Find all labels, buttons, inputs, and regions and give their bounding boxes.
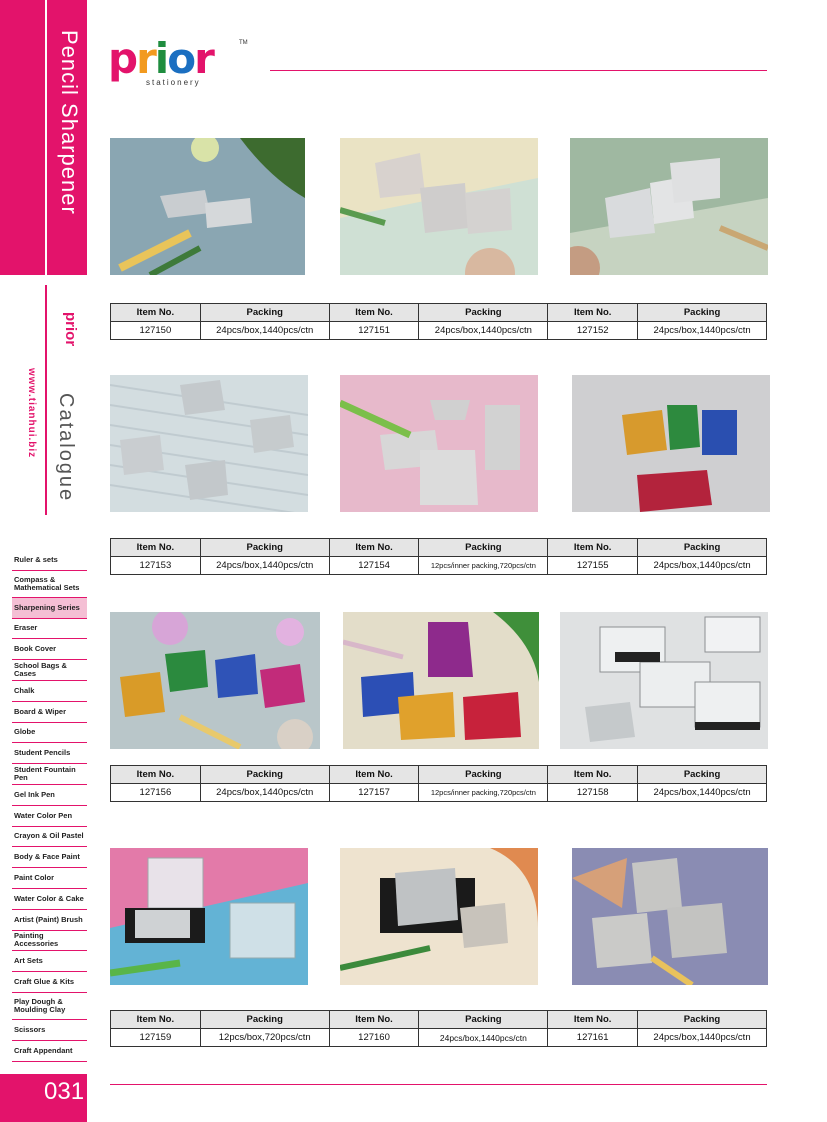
- item-no-cell: 127154: [329, 557, 419, 575]
- packing-cell: 12pcs/inner packing,720pcs/ctn: [419, 557, 548, 575]
- silver-sharpener-photo-icon: [340, 138, 538, 275]
- category-item[interactable]: Body & Face Paint: [12, 847, 87, 868]
- category-list: [12, 550, 87, 1062]
- category-item[interactable]: Ruler & sets: [12, 550, 87, 571]
- category-item[interactable]: Gel Ink Pen: [12, 785, 87, 806]
- colored-double-sharpener-photo-icon: [343, 612, 539, 749]
- silver-sharpener-photo-icon: [572, 848, 768, 985]
- silver-sharpener-photo-icon: [570, 138, 768, 275]
- catalogue-label: Catalogue: [55, 393, 77, 503]
- category-item[interactable]: Book Cover: [12, 639, 87, 660]
- side-brand-logo: prior: [62, 312, 79, 347]
- logo-letter: r: [194, 34, 213, 83]
- table-row: [111, 1029, 767, 1047]
- silver-sharpener-photo-icon: [110, 138, 305, 275]
- packing-cell: 24pcs/box,1440pcs/ctn: [200, 322, 329, 340]
- item-no-cell: 127156: [111, 784, 201, 802]
- packing-header: Packing: [638, 304, 767, 322]
- category-item[interactable]: Craft Appendant: [12, 1041, 87, 1062]
- table-row: [111, 557, 767, 575]
- item-no-cell: 127161: [548, 1029, 638, 1047]
- header-rule: [270, 70, 767, 71]
- boxed-sharpener-photo-icon: [110, 848, 308, 985]
- packing-header: Packing: [200, 1011, 329, 1029]
- side-divider-line: [45, 285, 47, 515]
- logo-letter: o: [167, 34, 195, 83]
- packing-cell: 24pcs/box,1440pcs/ctn: [638, 557, 767, 575]
- category-item[interactable]: Water Color Pen: [12, 806, 87, 827]
- item-no-header: Item No.: [329, 304, 419, 322]
- category-item[interactable]: Student Fountain Pen: [12, 764, 87, 785]
- logo-letter: p: [108, 34, 137, 83]
- page-number: 031: [44, 1078, 85, 1105]
- spec-table: [110, 1010, 767, 1047]
- website-link[interactable]: www.tianhui.biz: [26, 368, 37, 459]
- packing-cell: 24pcs/box,1440pcs/ctn: [638, 784, 767, 802]
- table-row: [111, 784, 767, 802]
- category-item[interactable]: Student Pencils: [12, 743, 87, 764]
- packing-cell: 24pcs/box,1440pcs/ctn: [638, 1029, 767, 1047]
- category-item[interactable]: Art Sets: [12, 951, 87, 972]
- category-item-active[interactable]: Sharpening Series: [12, 598, 87, 619]
- colored-sharpener-photo-icon: [110, 612, 320, 749]
- category-item[interactable]: Globe: [12, 723, 87, 744]
- spec-table: [110, 538, 767, 575]
- packing-header: Packing: [419, 304, 548, 322]
- category-item[interactable]: School Bags & Cases: [12, 660, 87, 681]
- logo-letter: i: [154, 34, 168, 83]
- section-bar-divider: [45, 0, 47, 275]
- packing-cell: 24pcs/box,1440pcs/ctn: [200, 784, 329, 802]
- item-no-header: Item No.: [548, 539, 638, 557]
- item-no-header: Item No.: [548, 766, 638, 784]
- packing-cell: 24pcs/box,1440pcs/ctn: [200, 557, 329, 575]
- packing-cell: 12pcs/box,720pcs/ctn: [200, 1029, 329, 1047]
- item-no-cell: 127159: [111, 1029, 201, 1047]
- packing-header: Packing: [200, 766, 329, 784]
- item-no-header: Item No.: [111, 304, 201, 322]
- item-no-cell: 127155: [548, 557, 638, 575]
- double-sharpener-photo-icon: [340, 375, 538, 512]
- item-no-cell: 127150: [111, 322, 201, 340]
- item-no-header: Item No.: [111, 1011, 201, 1029]
- category-item[interactable]: Chalk: [12, 681, 87, 702]
- item-no-cell: 127160: [329, 1029, 419, 1047]
- category-item[interactable]: Play Dough & Moulding Clay: [12, 993, 87, 1020]
- item-no-cell: 127152: [548, 322, 638, 340]
- category-item[interactable]: Crayon & Oil Pastel: [12, 827, 87, 848]
- packing-cell: 12pcs/inner packing,720pcs/ctn: [419, 784, 548, 802]
- section-title: Pencil Sharpener: [57, 30, 82, 215]
- prior-logo: [108, 34, 248, 90]
- category-item[interactable]: Painting Accessories: [12, 931, 87, 952]
- item-no-header: Item No.: [111, 539, 201, 557]
- item-no-cell: 127151: [329, 322, 419, 340]
- item-no-header: Item No.: [329, 1011, 419, 1029]
- boxed-sharpener-photo-icon: [560, 612, 768, 749]
- item-no-header: Item No.: [548, 1011, 638, 1029]
- packing-header: Packing: [419, 766, 548, 784]
- category-item[interactable]: Paint Color: [12, 868, 87, 889]
- item-no-header: Item No.: [111, 766, 201, 784]
- category-item[interactable]: Artist (Paint) Brush: [12, 910, 87, 931]
- packing-cell: 24pcs/box,1440pcs/ctn: [419, 322, 548, 340]
- packing-cell: 24pcs/box,1440pcs/ctn: [419, 1029, 548, 1047]
- category-item[interactable]: Water Color & Cake: [12, 889, 87, 910]
- packing-header: Packing: [419, 539, 548, 557]
- category-item[interactable]: Board & Wiper: [12, 702, 87, 723]
- item-no-cell: 127153: [111, 557, 201, 575]
- packing-header: Packing: [638, 539, 767, 557]
- logo-letter: r: [136, 34, 155, 83]
- packing-header: Packing: [638, 766, 767, 784]
- boxed-sharpener-photo-icon: [340, 848, 538, 985]
- trademark-mark: TM: [239, 40, 248, 46]
- packing-header: Packing: [419, 1011, 548, 1029]
- spec-table: [110, 303, 767, 340]
- item-no-cell: 127158: [548, 784, 638, 802]
- packing-cell: 24pcs/box,1440pcs/ctn: [638, 322, 767, 340]
- item-no-cell: 127157: [329, 784, 419, 802]
- spec-table: [110, 765, 767, 802]
- colored-sharpener-photo-icon: [572, 375, 770, 512]
- packing-header: Packing: [200, 304, 329, 322]
- footer-rule: [110, 1084, 767, 1085]
- packing-header: Packing: [638, 1011, 767, 1029]
- logo-tagline: stationery: [146, 78, 201, 87]
- packing-header: Packing: [200, 539, 329, 557]
- table-row: [111, 322, 767, 340]
- item-no-header: Item No.: [329, 539, 419, 557]
- category-item[interactable]: Compass & Mathematical Sets: [12, 571, 87, 598]
- category-item[interactable]: Scissors: [12, 1020, 87, 1041]
- item-no-header: Item No.: [329, 766, 419, 784]
- category-item[interactable]: Craft Glue & Kits: [12, 972, 87, 993]
- silver-sharpener-photo-icon: [110, 375, 308, 512]
- category-item[interactable]: Eraser: [12, 619, 87, 640]
- item-no-header: Item No.: [548, 304, 638, 322]
